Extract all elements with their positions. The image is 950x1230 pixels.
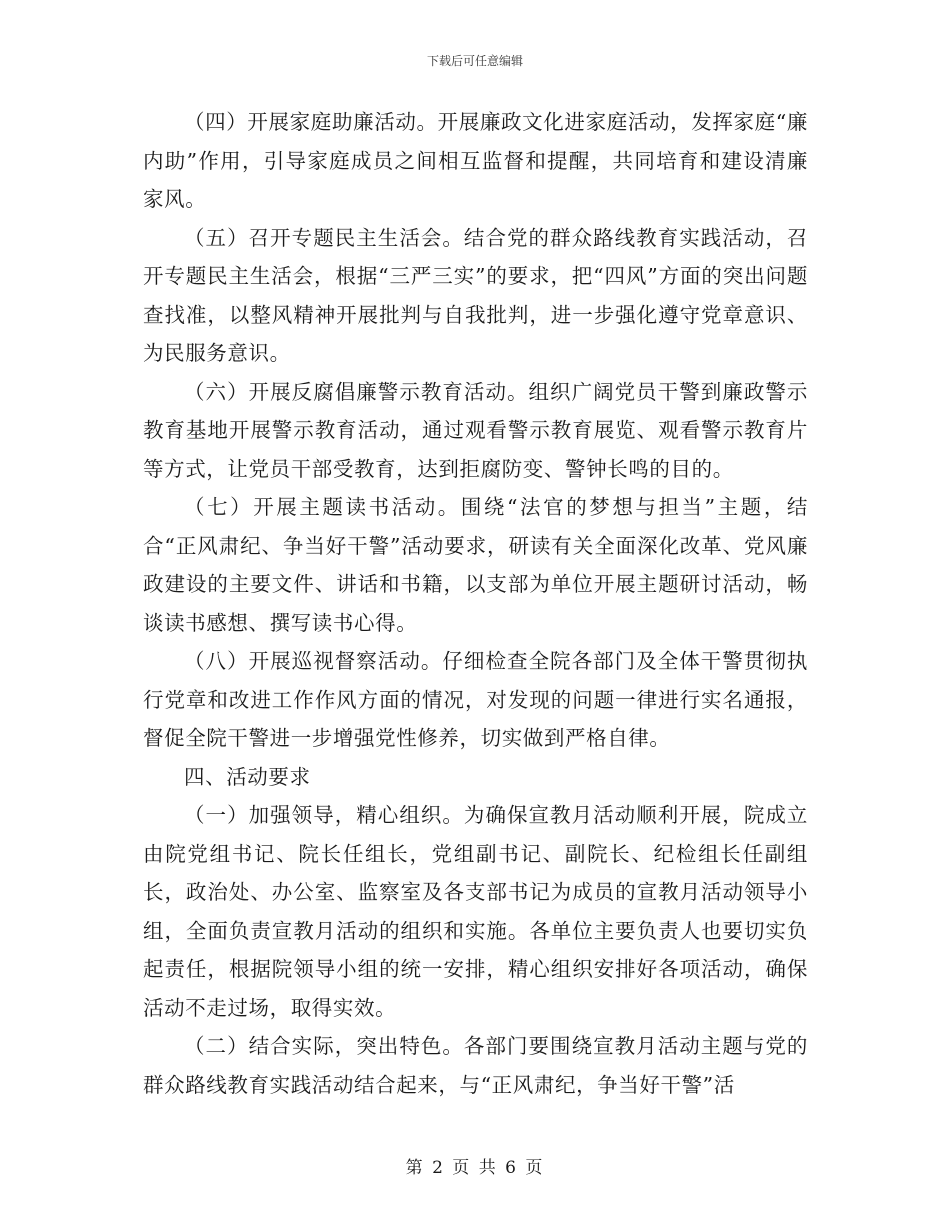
paragraph-4-family-integrity: （四）开展家庭助廉活动。开展廉政文化进家庭活动，发挥家庭“廉内助”作用，引导家庭成员之间相互监督和提醒，共同培育和建设清廉家风。 — [143, 110, 808, 211]
page-header: 下载后可任意编辑 — [426, 54, 523, 68]
page-number-footer: 第 2 页 共 6 页 — [405, 1158, 545, 1178]
paragraph-6-warning-education: （六）开展反腐倡廉警示教育活动。组织广阔党员干警到廉政警示教育基地开展警示教育活动，通过观看警示教育展览、观看警示教育片等方式，让党员干部受教育，达到拒腐防变、警钟长鸣的目的。 — [143, 379, 808, 481]
document-body — [143, 103, 808, 1104]
paragraph-5-democratic-meeting: （五）召开专题民主生活会。结合党的群众路线教育实践活动，召开专题民主生活会，根据“三严三实”的要求，把“四风”方面的突出问题查找准，以整风精神开展批判与自我批判，进一步强化遵守党章意识、为民服务意识。 — [143, 225, 808, 365]
paragraph-2-features: （二）结合实际，突出特色。各部门要围绕宣教月活动主题与党的群众路线教育实践活动结合起来，与“正风肃纪，争当好干警”活 — [143, 1034, 808, 1097]
section-heading-requirements: 四、活动要求 — [184, 764, 311, 789]
paragraph-8-inspection: （八）开展巡视督察活动。仔细检查全院各部门及全体干警贯彻执行党章和改进工作作风方面的情况，对发现的问题一律进行实名通报，督促全院干警进一步增强党性修养，切实做到严格自律。 — [143, 649, 808, 750]
paragraph-7-reading-activity: （七）开展主题读书活动。围绕“法官的梦想与担当”主题，结合“正风肃纪、争当好干警”活动要求，研读有关全面深化改革、党风廉政建设的主要文件、讲话和书籍，以支部为单位开展主题研讨活动，畅谈读书感想、撰写读书心得。 — [143, 495, 808, 635]
paragraph-1-leadership: （一）加强领导，精心组织。为确保宣教月活动顺利开展，院成立由院党组书记、院长任组长，党组副书记、副院长、纪检组长任副组长，政治处、办公室、监察室及各支部书记为成员的宣教月活动领导小组，全面负责宣教月活动的组织和实施。各单位主要负责人也要切实负起责任，根据院领导小组的统一安排，精心组织安排好各项活动，确保活动不走过场，取得实效。 — [143, 803, 808, 1020]
